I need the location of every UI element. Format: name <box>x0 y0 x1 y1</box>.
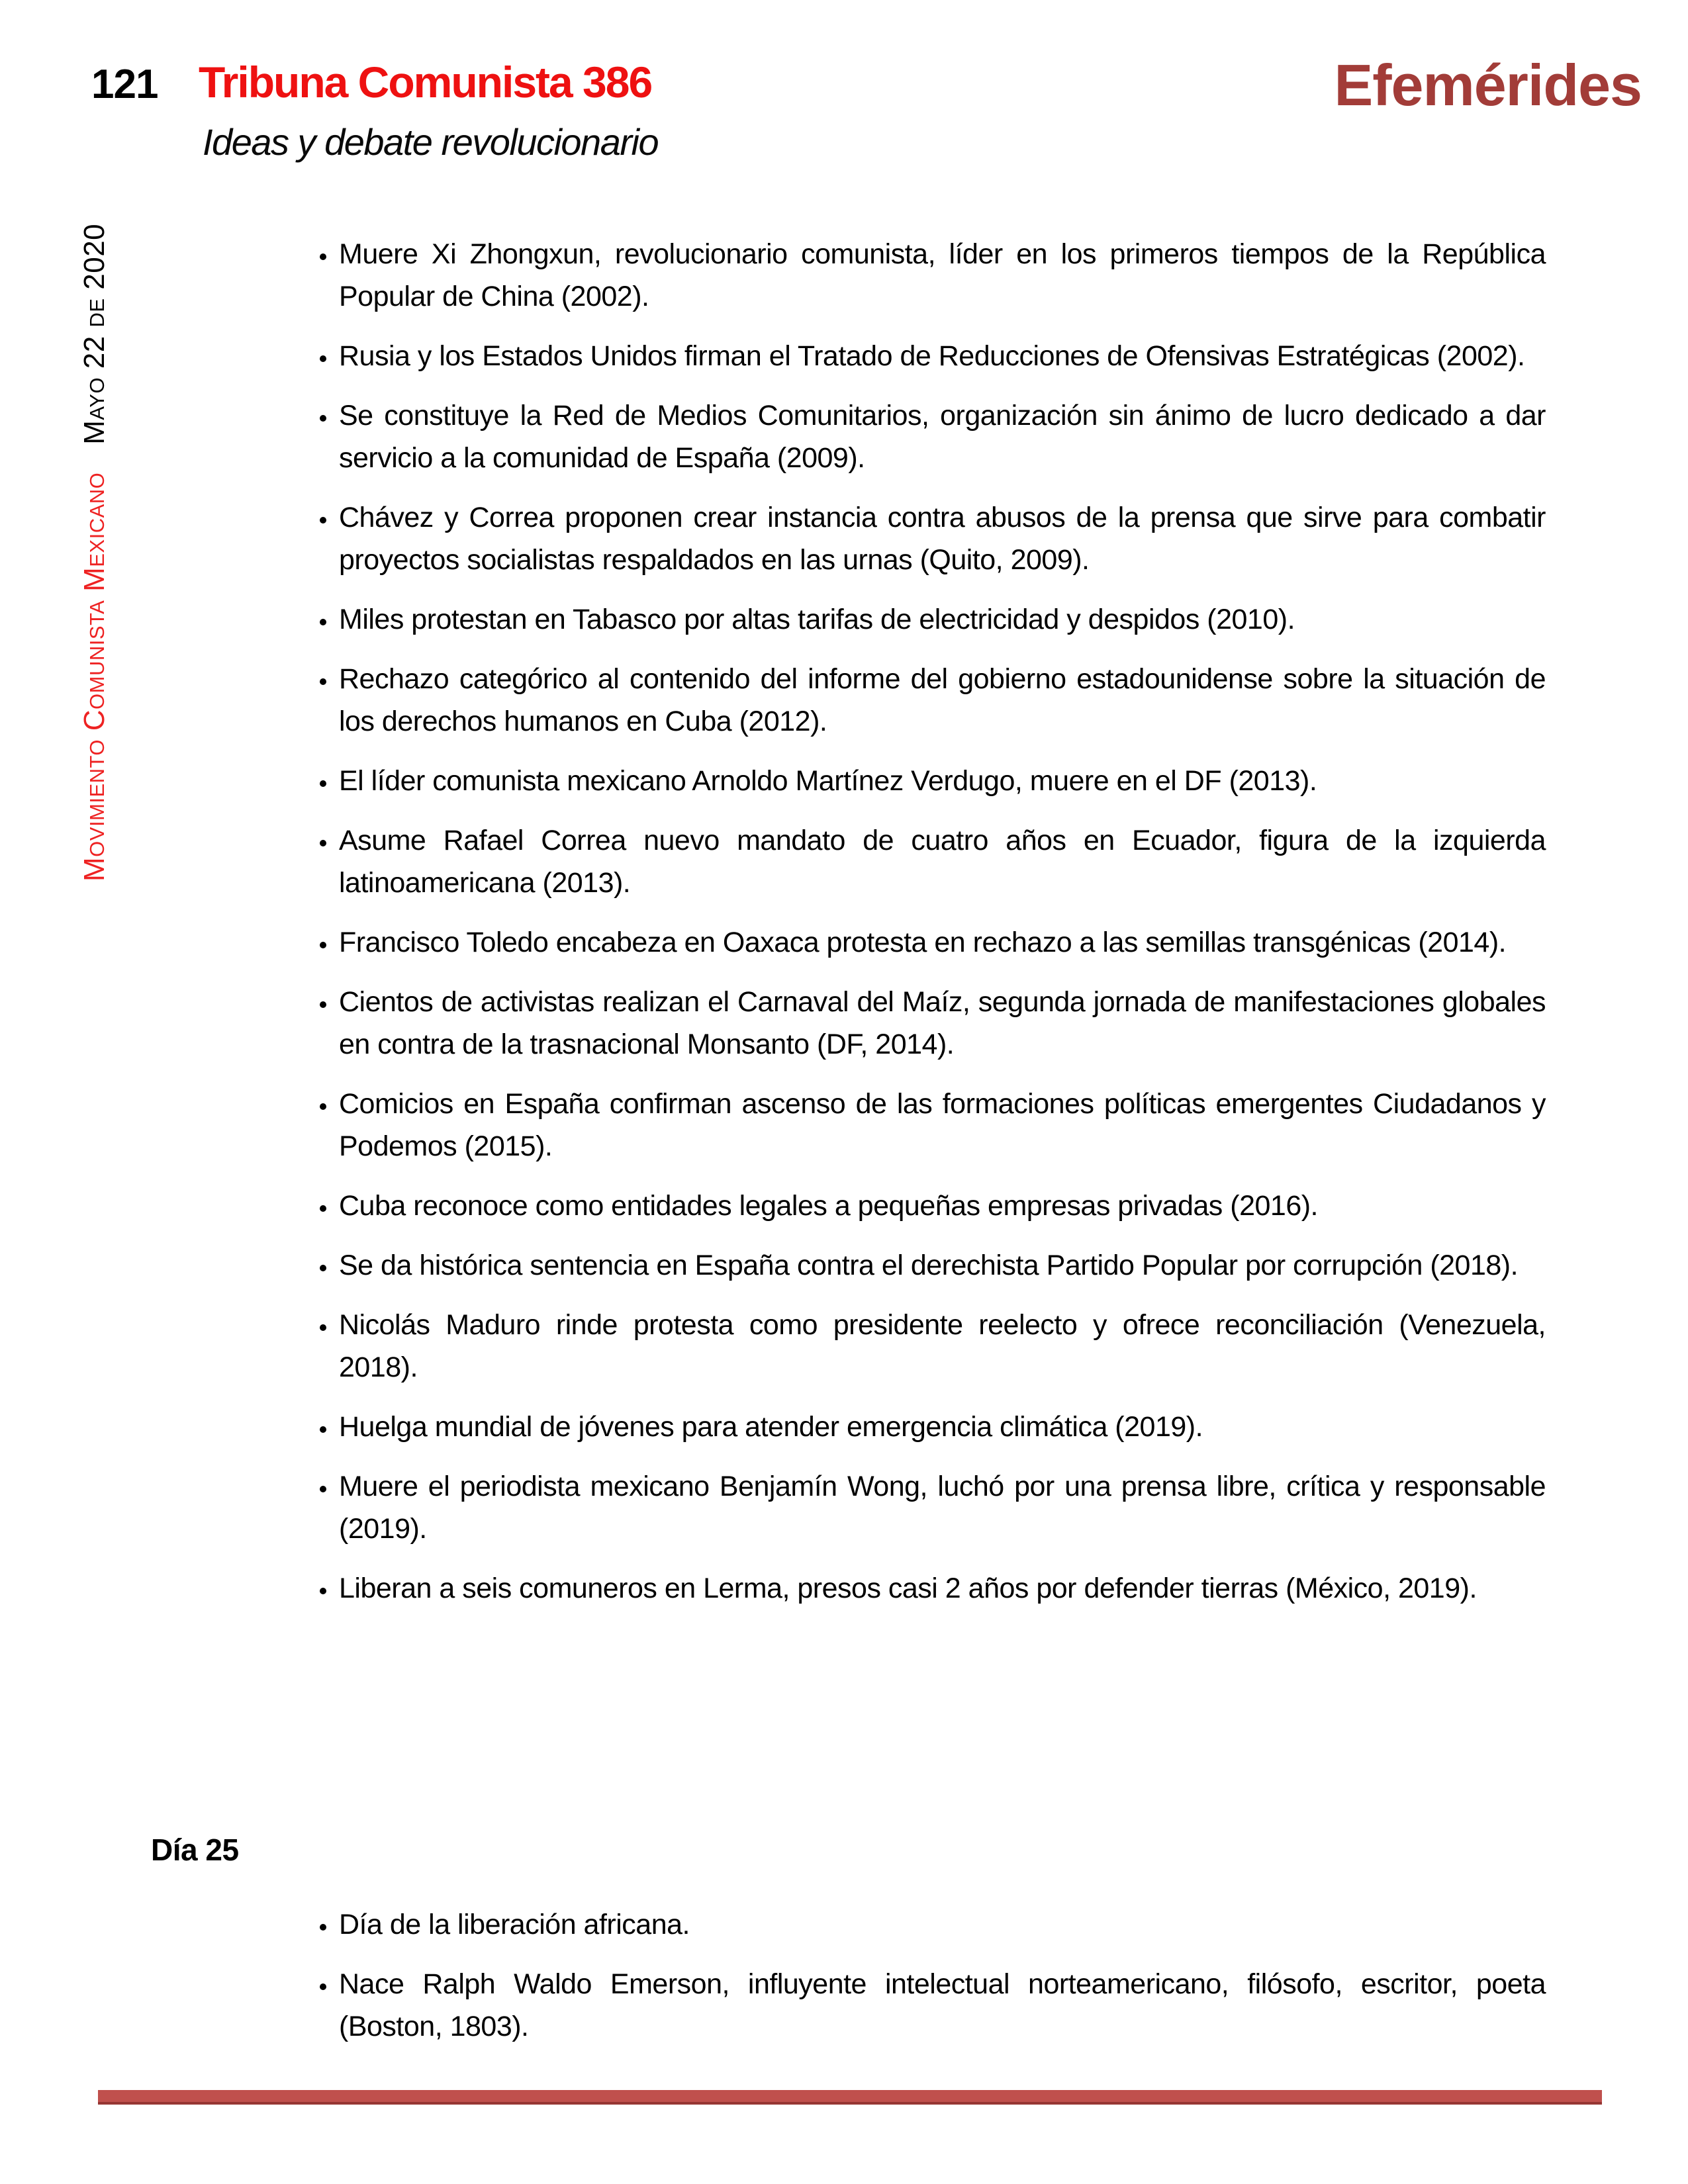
event-item: • Rechazo categórico al contenido del informe del gobierno estadounidense sobre la situación de los derechos humanos en Cuba (2012). <box>338 658 1546 743</box>
day-25-heading: Día 25 <box>151 1833 239 1867</box>
event-item: • Asume Rafael Correa nuevo mandato de cuatro años en Ecuador, figura de la izquierda latinoamericana (2013). <box>338 819 1546 904</box>
section-title: Efemérides <box>1334 52 1642 118</box>
sidebar-organization: Movimiento Comunista Mexicano <box>78 472 111 882</box>
events-list-day22 <box>288 233 1546 1627</box>
event-item: • Huelga mundial de jóvenes para atender emergencia climática (2019). <box>338 1406 1546 1448</box>
event-item: • Liberan a seis comuneros en Lerma, presos casi 2 años por defender tierras (México, 2019). <box>338 1567 1546 1610</box>
event-item: • Miles protestan en Tabasco por altas tarifas de electricidad y despidos (2010). <box>338 598 1546 641</box>
event-item: • Se constituye la Red de Medios Comunitarios, organización sin ánimo de lucro dedicado a dar servicio a la comunidad de España (2009). <box>338 394 1546 479</box>
page-number: 121 <box>91 62 158 107</box>
event-item: • Nicolás Maduro rinde protesta como presidente reelecto y ofrece reconciliación (Venezuela, 2018). <box>338 1304 1546 1388</box>
sidebar-vertical-text <box>78 224 111 882</box>
sidebar-date: Mayo 22 de 2020 <box>78 223 111 445</box>
event-item: • Chávez y Correa proponen crear instancia contra abusos de la prensa que sirve para combatir proyectos socialistas respaldados en las urnas (Quito, 2009). <box>338 496 1546 581</box>
footer-rule <box>98 2090 1602 2105</box>
event-item: • Rusia y los Estados Unidos firman el Tratado de Reducciones de Ofensivas Estratégicas (2002). <box>338 335 1546 377</box>
events-list-day25 <box>288 1903 1546 2065</box>
publication-subtitle: Ideas y debate revolucionario <box>203 121 659 163</box>
event-item: • Muere el periodista mexicano Benjamín Wong, luchó por una prensa libre, crítica y responsable (2019). <box>338 1465 1546 1550</box>
event-item: • Francisco Toledo encabeza en Oaxaca protesta en rechazo a las semillas transgénicas (2014). <box>338 921 1546 964</box>
event-item: • Comicios en España confirman ascenso de las formaciones políticas emergentes Ciudadanos y Podemos (2015). <box>338 1083 1546 1167</box>
event-item: • Cuba reconoce como entidades legales a pequeñas empresas privadas (2016). <box>338 1185 1546 1227</box>
event-item: • Muere Xi Zhongxun, revolucionario comunista, líder en los primeros tiempos de la República Popular de China (2002). <box>338 233 1546 318</box>
event-item: • Nace Ralph Waldo Emerson, influyente intelectual norteamericano, filósofo, escritor, poeta (Boston, 1803). <box>338 1963 1546 2048</box>
event-item: • Cientos de activistas realizan el Carnaval del Maíz, segunda jornada de manifestaciones globales en contra de la trasnacional Monsanto (DF, 2014). <box>338 981 1546 1066</box>
event-item: • El líder comunista mexicano Arnoldo Martínez Verdugo, muere en el DF (2013). <box>338 760 1546 802</box>
event-item: • Se da histórica sentencia en España contra el derechista Partido Popular por corrupción (2018). <box>338 1244 1546 1287</box>
publication-title: Tribuna Comunista 386 <box>199 58 652 107</box>
event-item: • Día de la liberación africana. <box>338 1903 1546 1946</box>
